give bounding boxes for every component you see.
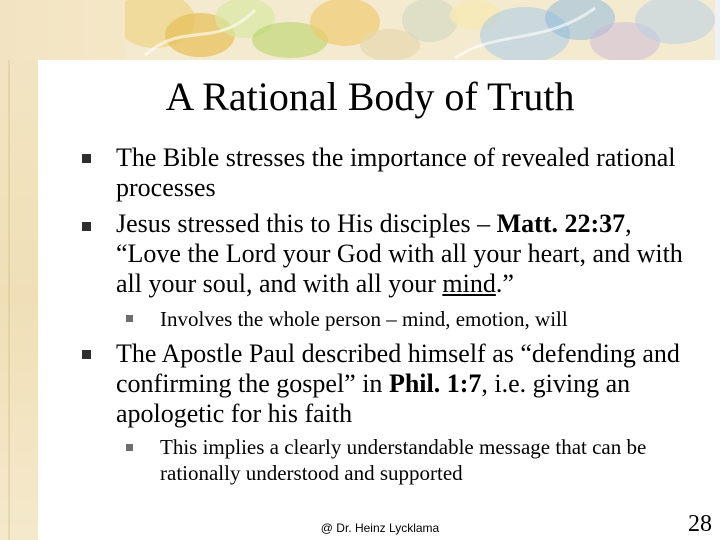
sub-bullet-item: This implies a clearly understandable message that can be rationally understood and supported [160,435,647,485]
bullet-item: The Bible stresses the importance of revealed rational processes [116,143,676,202]
page-number: 28 [688,511,712,537]
bullet-text: , “Love the Lord your God with all your heart, and with all your soul, and with all your [116,209,683,298]
square-bullet-icon [82,154,91,163]
footer-author: @ Dr. Heinz Lycklama [320,521,440,535]
bullet-text: , i.e. giving an apologetic for his faith [116,369,631,428]
scripture-reference: Phil. 1:7 [388,369,482,398]
bullet-text: The Apostle Paul described himself as “defending and confirming the gospel” in [116,339,680,398]
sub-bullet-item: Involves the whole person – mind, emotion, will [160,307,568,331]
emphasized-word: mind [442,269,496,298]
square-bullet-icon [82,222,91,231]
scripture-reference: Matt. 22:37 [496,209,626,238]
square-sub-bullet-icon [126,315,133,322]
slide-title: A Rational Body of Truth [165,74,575,119]
bullet-item [116,339,696,429]
square-bullet-icon [82,350,91,359]
bullet-text: Jesus stressed this to His disciples – [116,209,497,238]
bullet-text: .” [495,269,514,298]
bullet-item [116,209,696,299]
square-sub-bullet-icon [126,444,133,451]
